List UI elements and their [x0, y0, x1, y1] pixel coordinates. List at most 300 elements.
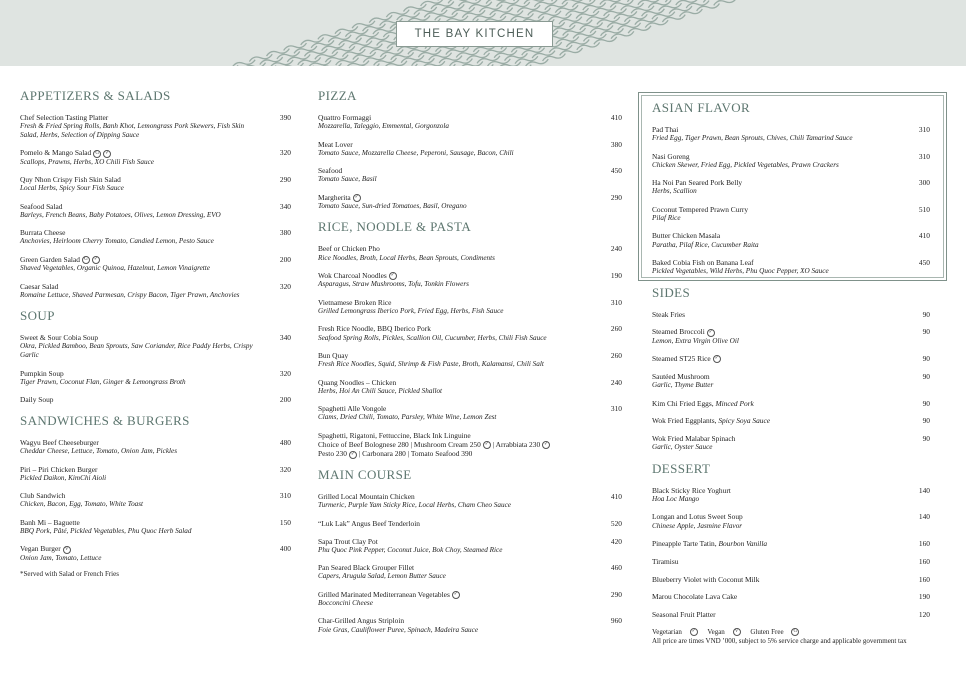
item-name-suffix: Minced Pork [715, 398, 754, 408]
item-description: Tomato Sauce, Mozzarella Cheese, Peperoni, Sausage, Bacon, Chili [318, 148, 514, 157]
item-description: Rice Noodles, Broth, Local Herbs, Bean Sprouts, Condiments [318, 253, 495, 262]
menu-item [318, 590, 622, 608]
item-name [652, 205, 896, 214]
item-name [20, 395, 257, 404]
menu-item [652, 178, 930, 196]
vegan-icon: V [733, 628, 741, 636]
item-description: Pilaf Rice [652, 213, 681, 222]
item-name-text: Longan and Lotus Sweet Soup [652, 512, 743, 522]
item-name [652, 399, 896, 408]
item-description: Fried Egg, Tiger Prawn, Bean Sprouts, Chives, Chili Tamarind Sauce [652, 134, 853, 143]
item-name-text: Ha Noi Pan Seared Pork Belly [652, 178, 743, 188]
item-name-text: Kim Chi Fried Eggs, [652, 398, 714, 408]
menu-section [20, 308, 291, 404]
menu-item [20, 113, 291, 140]
item-description: Lemon, Extra Virgin Olive Oil [652, 336, 739, 345]
item-name-text: Butter Chicken Masala [652, 231, 721, 241]
item-name-text: Bun Quay [318, 350, 349, 360]
item-description: Shaved Vegetables, Organic Quinoa, Hazelnut, Lemon Vinaigrette [20, 264, 210, 273]
item-name-text: Spaghetti Alle Vongole [318, 404, 387, 414]
item-name [318, 193, 588, 202]
item-description: Garlic, Thyme Butter [652, 381, 714, 390]
menu-item [20, 465, 291, 483]
item-name-text: Quang Noodles – Chicken [318, 377, 397, 387]
item-description: Fresh & Fried Spring Rolls, Banh Khot, Lemongrass Pork Skewers, Fish Skin Salad, Herbs, Selection of Dipping Sauce [20, 122, 245, 139]
menu-item [318, 324, 622, 342]
item-name [652, 575, 896, 584]
item-description: Okra, Pickled Bamboo, Bean Sprouts, Saw Coriander, Rice Paddy Herbs, Crispy Garlic [20, 342, 253, 360]
item-name-text: Sautéed Mushroom [652, 371, 710, 381]
leaf-icon: ✓ [714, 356, 719, 362]
item-description: Paratha, Pilaf Rice, Cucumber Raita [652, 240, 759, 249]
item-name-text: Nasi Goreng [652, 151, 690, 161]
menu-section [318, 467, 622, 634]
menu-item [318, 113, 622, 131]
menu-section [652, 100, 930, 276]
item-price: 960 [610, 616, 622, 626]
item-name-text: Chef Selection Tasting Platter [20, 113, 109, 122]
pasta-choices [318, 431, 622, 459]
leaf-icon: ✓ [708, 329, 713, 335]
item-name-text: Fresh Rice Noodle, BBQ Iberico Pork [318, 324, 431, 334]
item-description: Grilled Lemongrass Iberico Pork, Fried Egg, Herbs, Fish Sauce [318, 306, 504, 315]
item-price: 190 [918, 592, 930, 602]
item-price: 120 [918, 610, 930, 620]
item-name-text: Baked Cobia Fish on Banana Leaf [652, 257, 754, 267]
menu-item [20, 202, 291, 220]
item-price: 310 [610, 297, 622, 307]
menu-item [652, 310, 930, 319]
item-description: Pickled Vegetables, Wild Herbs, Phu Quoc Pepper, XO Sauce [652, 267, 829, 276]
item-name [318, 166, 588, 175]
item-description: Hoa Loc Mango [652, 494, 700, 503]
section-title: PIZZA [318, 88, 357, 103]
item-description: Romaine Lettuce, Shaved Parmesan, Crispy Bacon, Tiger Prawn, Anchovies [20, 290, 240, 299]
leaf-icon: ✓ [354, 195, 359, 201]
item-name [20, 333, 257, 342]
item-name [652, 416, 896, 425]
pasta-types: Spaghetti, Rigatoni, Fettuccine, Black Ink Linguine [318, 430, 471, 440]
item-name [20, 113, 257, 122]
item-price: 240 [610, 377, 622, 387]
item-name-text: Vegan Burger [20, 544, 61, 554]
item-name-text: Wok Charcoal Noodles [318, 271, 387, 281]
item-name-text: Pumpkin Soup [20, 368, 64, 378]
menu-item [20, 369, 291, 387]
item-price: 200 [279, 395, 291, 405]
menu-item [20, 175, 291, 193]
section-title: APPETIZERS & SALADS [20, 88, 171, 103]
item-description: Cheddar Cheese, Lettuce, Tomato, Onion Jam, Pickles [20, 447, 178, 456]
legend-gluten-free: Gluten Free G [750, 628, 803, 636]
section-title: SOUP [20, 308, 55, 324]
item-name [20, 282, 257, 291]
pasta-sauces-2 [318, 449, 588, 458]
item-price: 300 [918, 178, 930, 188]
item-name-text: Piri – Piri Chicken Burger [20, 464, 98, 474]
menu-item [20, 438, 291, 456]
menu-item [20, 282, 291, 300]
item-price: 380 [279, 228, 291, 238]
item-name [318, 271, 588, 280]
item-name [20, 202, 257, 211]
item-name-text: Char-Grilled Angus Striploin [318, 616, 405, 626]
item-name-text: Pad Thai [652, 125, 679, 134]
item-name [652, 327, 896, 336]
menu-item [318, 166, 622, 184]
menu-column-2 [318, 88, 622, 643]
menu-item [652, 372, 930, 390]
gluten-free-icon: G [82, 256, 90, 264]
item-name [318, 404, 588, 413]
item-price: 140 [918, 512, 930, 522]
menu-item [652, 416, 930, 425]
item-name-text: Wok Fried Malabar Spinach [652, 434, 736, 444]
item-description: Mozzarella, Taleggio, Emmental, Gorgonzola [318, 122, 449, 131]
item-name [652, 486, 896, 495]
menu-item [20, 148, 291, 166]
item-name-text: Black Sticky Rice Yoghurt [652, 485, 731, 495]
item-name-text: Grilled Marinated Mediterranean Vegetables [318, 589, 450, 599]
item-name-text: Quy Nhon Crispy Fish Skin Salad [20, 175, 121, 185]
item-description: Local Herbs, Spicy Sour Fish Sauce [20, 184, 124, 193]
menu-item [652, 539, 930, 548]
item-description: Chinese Apple, Jasmine Flavor [652, 521, 743, 530]
menu-section [318, 88, 622, 211]
item-price: 160 [918, 538, 930, 548]
menu-item [652, 327, 930, 345]
item-name [20, 228, 257, 237]
item-name [652, 539, 896, 548]
item-price: 450 [610, 166, 622, 176]
item-name-text: Tiramisu [652, 556, 679, 566]
item-name-text: Seafood Salad [20, 201, 63, 211]
item-name-text: Pomelo & Mango Salad [20, 148, 92, 158]
menu-item [318, 519, 622, 528]
item-name-suffix: Spicy Soya Sauce [718, 416, 771, 426]
item-description: Anchovies, Heirloom Cherry Tomato, Candied Lemon, Pesto Sauce [20, 237, 214, 246]
item-name-text: Steak Fries [652, 309, 686, 319]
item-price: 90 [922, 416, 930, 426]
item-price: 310 [279, 491, 291, 501]
menu-item [318, 271, 622, 289]
item-name [652, 557, 896, 566]
menu-item [318, 140, 622, 158]
item-price: 340 [279, 333, 291, 343]
menu-item [20, 395, 291, 404]
item-name-text: Green Garden Salad [20, 254, 80, 264]
item-name [652, 592, 896, 601]
item-price: 410 [918, 231, 930, 241]
header-banner [0, 0, 966, 66]
item-price: 240 [610, 244, 622, 254]
item-name [652, 512, 896, 521]
item-price: 510 [918, 204, 930, 214]
menu-item [652, 512, 930, 530]
item-name [318, 563, 588, 572]
pasta-sauces-b: | Arrabbiata 230 [492, 439, 541, 449]
leaf-icon: ✓ [93, 257, 99, 263]
item-name [318, 140, 588, 149]
item-name [318, 519, 588, 528]
item-name [20, 491, 257, 500]
item-price: 340 [279, 201, 291, 211]
item-name-text: Caesar Salad [20, 281, 59, 291]
menu-section [20, 413, 291, 562]
item-price: 290 [279, 175, 291, 185]
item-name-text: Sapa Trout Clay Pot [318, 536, 378, 546]
item-price: 420 [610, 536, 622, 546]
item-description: Asparagus, Straw Mushrooms, Tofu, Tonkin Flowers [318, 280, 469, 289]
item-name [20, 369, 257, 378]
menu-item [318, 244, 622, 262]
item-price: 380 [610, 139, 622, 149]
pasta-sauces-d: | Carbonara 280 | Tomato Seafood 390 [358, 449, 473, 459]
item-price: 290 [610, 192, 622, 202]
diet-legend [652, 628, 930, 637]
item-price: 410 [610, 113, 622, 122]
item-name [20, 438, 257, 447]
item-name [20, 465, 257, 474]
item-description: Tomato Sauce, Sun-dried Tomatoes, Basil, Oregano [318, 202, 467, 211]
item-price: 150 [279, 517, 291, 527]
item-price: 400 [279, 544, 291, 554]
item-description: Chicken, Bacon, Egg, Tomato, White Toast [20, 500, 144, 509]
item-name [652, 178, 896, 187]
item-description: Foie Gras, Cauliflower Puree, Spinach, Madeira Sauce [318, 625, 479, 634]
item-description: Barleys, French Beans, Baby Potatoes, Olives, Lemon Dressing, EVO [20, 210, 221, 219]
item-name-text: Pan Seared Black Grouper Fillet [318, 563, 415, 573]
item-name-text: Pineapple Tarte Tatin, [652, 538, 717, 548]
item-price: 410 [610, 492, 622, 502]
item-name-text: Daily Soup [20, 395, 54, 405]
item-description: Capers, Arugula Salad, Lemon Butter Sauce [318, 572, 446, 581]
section-title: SIDES [652, 284, 691, 300]
menu-item [318, 492, 622, 510]
section-title: RICE, NOODLE & PASTA [318, 219, 472, 235]
item-name-text: Seafood [318, 166, 343, 176]
item-name [20, 544, 257, 553]
item-name [20, 148, 257, 157]
leaf-icon: ✓ [453, 591, 458, 597]
item-name [318, 351, 588, 360]
menu-column-1 [20, 88, 291, 579]
item-description: Herbs, Hoi An Chili Sauce, Pickled Shallot [318, 386, 443, 395]
item-description: Seafood Spring Rolls, Pickles, Scallion Oil, Cucumber, Herbs, Chili Fish Sauce [318, 333, 547, 342]
item-description: Tomato Sauce, Basil [318, 175, 377, 184]
menu-item [318, 616, 622, 634]
menu-item [318, 563, 622, 581]
item-price: 310 [610, 404, 622, 414]
item-name [652, 610, 896, 619]
price-note: All price are times VND ’000, subject to 5% service charge and applicable government tax [652, 636, 907, 645]
pasta-sauces-a: Choice of Beef Bolognese 280 | Mushroom Cream 250 [318, 439, 481, 449]
menu-item [20, 518, 291, 536]
item-price: 90 [922, 327, 930, 337]
item-name-text: Club Sandwich [20, 491, 66, 501]
item-price: 90 [922, 354, 930, 364]
section-title: MAIN COURSE [318, 467, 412, 483]
item-name [318, 244, 588, 253]
section-title: ASIAN FLAVOR [652, 100, 751, 115]
item-name-text: Grilled Local Mountain Chicken [318, 492, 415, 502]
item-description: Tiger Prawn, Coconut Flan, Ginger & Lemongrass Broth [20, 377, 186, 386]
item-name-text: Banh Mi – Baguette [20, 517, 80, 527]
leaf-icon: ✓ [105, 150, 110, 156]
item-name-text: Quattro Formaggi [318, 113, 372, 122]
item-price: 460 [610, 563, 622, 573]
legend-vegan: Vegan V [707, 628, 744, 636]
menu-item [652, 575, 930, 584]
menu-item [652, 557, 930, 566]
item-name-text: Wagyu Beef Cheeseburger [20, 437, 99, 447]
item-name-text: Sweet & Sour Cobia Soup [20, 333, 99, 343]
item-name [318, 113, 588, 122]
item-price: 520 [610, 518, 622, 528]
item-price: 390 [279, 113, 291, 122]
menu-section [318, 219, 622, 458]
menu-item [318, 537, 622, 555]
item-price: 320 [279, 281, 291, 291]
item-name-text: Seasonal Fruit Platter [652, 610, 716, 620]
item-name-text: Steamed ST25 Rice [652, 354, 711, 364]
menu-item [652, 152, 930, 170]
leaf-icon: ✓ [484, 442, 489, 448]
item-price: 90 [922, 398, 930, 408]
menu-item [652, 434, 930, 452]
item-name-text: “Luk Lak” Angus Beef Tenderloin [318, 518, 420, 528]
item-description: Phu Quoc Pink Pepper, Coconut Juice, Bok Choy, Steamed Rice [318, 545, 503, 554]
item-description: Garlic, Oyster Sauce [652, 443, 713, 452]
brand-logo: THE BAY KITCHEN [396, 21, 553, 47]
item-name-text: Blueberry Violet with Coconut Milk [652, 574, 760, 584]
menu-item [652, 354, 930, 363]
menu-item [318, 404, 622, 422]
menu-item [652, 610, 930, 619]
menu-item [20, 333, 291, 360]
item-name [20, 255, 257, 264]
item-description: Clams, Dried Chili, Tomato, Parsley, White Wine, Lemon Zest [318, 413, 497, 422]
leaf-icon: ✓ [544, 442, 549, 448]
menu-section [652, 285, 930, 453]
item-price: 200 [279, 254, 291, 264]
item-price: 310 [918, 125, 930, 134]
menu-item [20, 491, 291, 509]
menu-item [652, 125, 930, 143]
item-price: 160 [918, 556, 930, 566]
menu-item [20, 255, 291, 273]
item-name [652, 434, 896, 443]
menu-item [318, 351, 622, 369]
item-description: Scallops, Prawns, Herbs, XO Chili Fish Sauce [20, 157, 154, 166]
menu-column-3 [652, 100, 930, 646]
item-name [318, 537, 588, 546]
item-name-text: Beef or Chicken Pho [318, 244, 380, 254]
item-description: Chicken Skewer, Fried Egg, Pickled Vegetables, Prawn Crackers [652, 160, 839, 169]
item-name [652, 125, 896, 134]
item-name [652, 372, 896, 381]
item-name-text: Margherita [318, 192, 351, 202]
item-name [318, 616, 588, 625]
item-name [318, 298, 588, 307]
leaf-icon: ✓ [691, 629, 696, 635]
item-name-text: Steamed Broccoli [652, 327, 705, 337]
menu-item [652, 258, 930, 276]
item-name [318, 492, 588, 501]
item-name-text: Wok Fried Eggplants, [652, 416, 717, 426]
item-name [318, 378, 588, 387]
item-price: 160 [918, 574, 930, 584]
item-name [652, 152, 896, 161]
item-name-text: Vietnamese Broken Rice [318, 297, 392, 307]
item-description: Pickled Daikon, KimChi Aioli [20, 473, 107, 482]
menu-item [318, 378, 622, 396]
menu-item [20, 544, 291, 562]
item-name-text: Burrata Cheese [20, 228, 66, 238]
item-name [652, 231, 896, 240]
section-title: DESSERT [652, 460, 711, 476]
menu-item [652, 205, 930, 223]
menu-section [652, 461, 930, 620]
leaf-icon: ✓ [350, 451, 356, 457]
menu-item [20, 228, 291, 246]
served-note: *Served with Salad or French Fries [20, 569, 119, 578]
item-name [20, 175, 257, 184]
item-description: Bocconcini Cheese [318, 598, 373, 607]
menu-item [318, 193, 622, 211]
item-price: 320 [279, 464, 291, 474]
item-price: 260 [610, 324, 622, 334]
item-description: Onion Jam, Tomato, Lettuce [20, 553, 102, 562]
item-name-suffix: Bourbon Vanilla [718, 538, 768, 548]
item-price: 90 [922, 434, 930, 444]
item-price: 290 [610, 589, 622, 599]
vegan-icon: V [63, 546, 71, 554]
item-name [20, 518, 257, 527]
item-name [318, 590, 588, 599]
item-name-text: Marou Chocolate Lava Cake [652, 592, 738, 602]
legend-vegetarian: Vegetarian ✓ [652, 627, 696, 636]
menu-item [318, 298, 622, 316]
menu-item [652, 231, 930, 249]
item-description: BBQ Pork, Pâté, Pickled Vegetables, Phu Quoc Herb Salad [20, 526, 192, 535]
item-price: 320 [279, 148, 291, 158]
item-name [652, 258, 896, 267]
item-name [652, 310, 896, 319]
section-title: SANDWICHES & BURGERS [20, 412, 190, 428]
gluten-free-icon: G [93, 150, 101, 158]
menu-item [652, 592, 930, 601]
item-name [652, 354, 896, 363]
item-price: 480 [279, 437, 291, 447]
menu-item [652, 486, 930, 504]
pasta-sauces [318, 440, 588, 449]
item-price: 310 [918, 151, 930, 161]
item-name-text: Coconut Tempered Prawn Curry [652, 204, 749, 214]
leaf-icon: ✓ [390, 273, 395, 279]
menu-section [20, 88, 291, 300]
item-price: 90 [922, 371, 930, 381]
item-price: 260 [610, 350, 622, 360]
item-price: 90 [922, 309, 930, 319]
item-name-text: Meat Lover [318, 139, 353, 149]
item-description: Herbs, Scallion [652, 187, 697, 196]
gluten-free-icon: G [791, 628, 799, 636]
item-price: 190 [610, 271, 622, 281]
item-price: 320 [279, 368, 291, 378]
item-price: 450 [918, 257, 930, 267]
item-description: Fresh Rice Noodles, Squid, Shrimp & Fish Paste, Broth, Kalamansi, Chili Salt [318, 360, 544, 369]
